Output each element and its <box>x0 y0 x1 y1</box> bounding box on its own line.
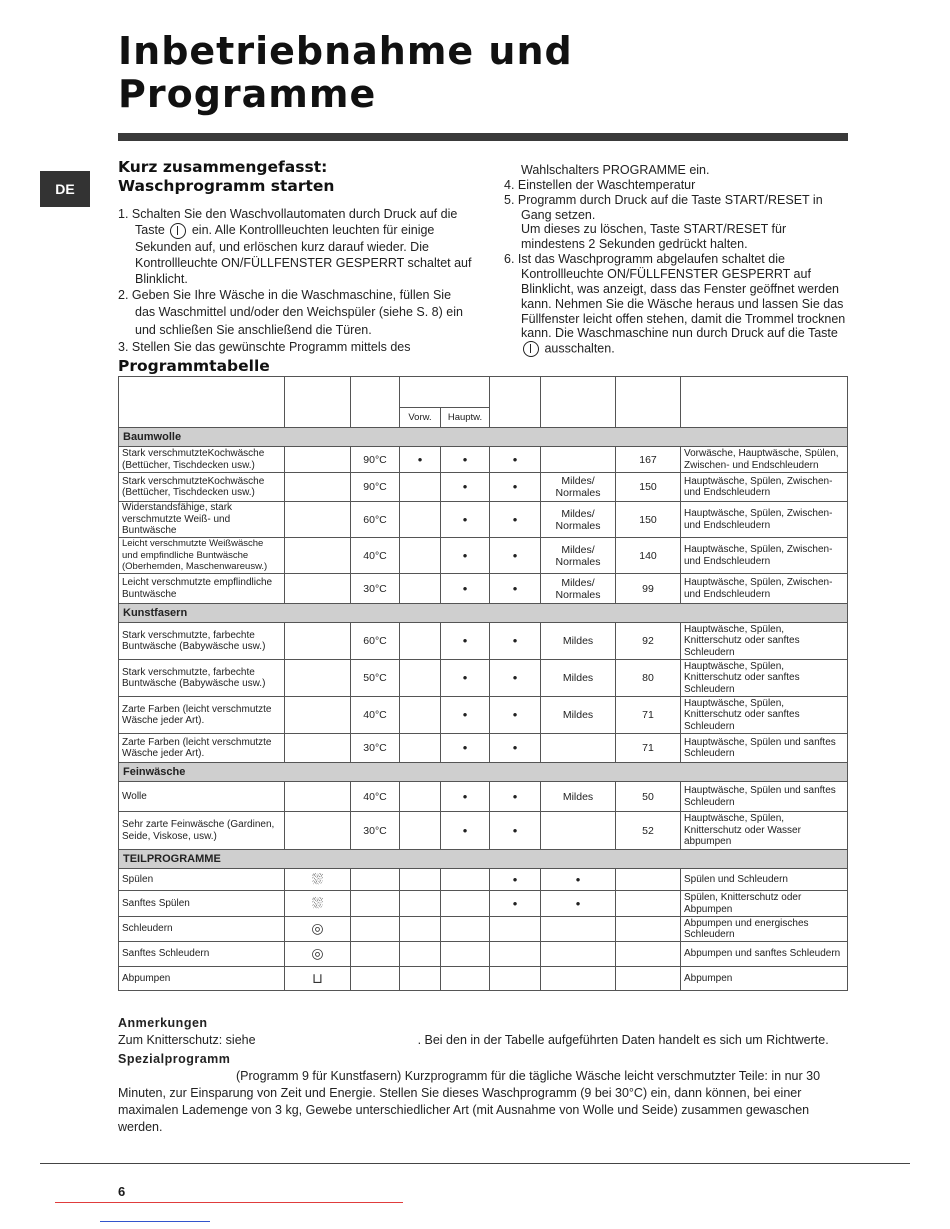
notes-text-b: . Bei den in der Tabelle aufgeführten Daten handelt es sich um Richtwerte. <box>417 1033 829 1047</box>
program-name: Leicht verschmutzte empflindliche Buntwäsche <box>119 574 285 604</box>
header-cell <box>119 377 285 428</box>
bullet: • <box>541 869 616 891</box>
header-cell <box>351 377 400 428</box>
duration: 80 <box>616 660 681 697</box>
bullet: • <box>441 697 490 734</box>
spin: Mildes/ Normales <box>541 502 616 538</box>
table-row <box>119 447 848 473</box>
special-program-body: (Programm 9 für Kunstfasern) Kurzprogramm für die tägliche Wäsche leicht verschmutzter Teile: in nur 30 Minuten, zur Einsparung von Zeit und Energie. Stellen Sie dieses Waschprogramm (9 bei 30°C) ein, dann können, bei einer maximalen Lademenge von 3 kg, Gewebe unterschiedlicher Art (mit Ausnahme von Wolle und Seide) zusammen gewaschen werden. <box>118 1069 821 1134</box>
quick-start-heading-line-2: Waschprogramm starten <box>118 177 335 195</box>
notes-section <box>118 1015 838 1136</box>
drain-icon: ⊔ <box>312 969 323 986</box>
description: Hauptwäsche, Spülen, Zwischen- und Endschleudern <box>681 502 848 538</box>
header-cell <box>285 377 351 428</box>
step-2: 2. Geben Sie Ihre Wäsche in die Waschmaschine, füllen Sie das Waschmittel und/oder den Weichspüler (siehe S. 8) ein und schließen Sie anschließend die Türen. <box>118 287 463 337</box>
power-button-icon <box>170 223 186 239</box>
page-title <box>118 30 818 116</box>
cell <box>285 782 351 812</box>
description: Vorwäsche, Hauptwäsche, Spülen, Zwischen- und Endschleudern <box>681 447 848 473</box>
temperature: 30°C <box>351 734 400 763</box>
title-divider <box>118 133 848 141</box>
temperature: 30°C <box>351 812 400 850</box>
step-1-text-b: ein. Alle Kontrollleuchten leuchten für einige Sekunden auf, und erlöschen kurz darauf wieder. Die Kontrollleuchte ON/FÜLLFENSTER GESPERRT schaltet auf Blinklicht. <box>135 223 472 286</box>
step-4: 4. Einstellen der Waschtemperatur <box>504 178 696 192</box>
temperature: 90°C <box>351 447 400 473</box>
header-cell <box>681 377 848 428</box>
bullet: • <box>441 734 490 763</box>
description: Hauptwäsche, Spülen, Zwischen- und Endschleudern <box>681 538 848 574</box>
program-name: Widerstandsfähige, stark verschmutzte Weiß- und Buntwäsche <box>119 502 285 538</box>
description: Abpumpen und energisches Schleudern <box>681 917 848 942</box>
bullet: • <box>441 782 490 812</box>
step-6-text-a: 6. Ist das Waschprogramm abgelaufen schaltet die Kontrollleuchte ON/FÜLLFENSTER GESPERRT auf Blinklicht, was anzeigt, dass das Fenster geöffnet werden kann. Nehmen Sie die Wäsche heraus und lassen Sie das Füllfenster leicht offen stehen, damit die Trommel trocknen kann. Die Waschmaschine nun durch Druck auf die Taste <box>504 252 846 341</box>
gentle-spin-icon: ◎ <box>311 945 324 961</box>
cell <box>400 502 441 538</box>
temperature: 40°C <box>351 538 400 574</box>
temperature: 40°C <box>351 782 400 812</box>
cell <box>285 538 351 574</box>
step-1 <box>118 206 473 287</box>
cell <box>616 967 681 991</box>
quick-start-heading-line-1: Kurz zusammengefasst: <box>118 158 328 176</box>
cell <box>400 623 441 660</box>
spin <box>541 447 616 473</box>
cell <box>441 917 490 942</box>
cell <box>400 734 441 763</box>
program-name: Stark verschmutzte, farbechte Buntwäsche (Babywäsche usw.) <box>119 660 285 697</box>
spin-icon: ◎ <box>311 920 324 936</box>
description: Hauptwäsche, Spülen, Knitterschutz oder sanftes Schleudern <box>681 697 848 734</box>
cell <box>285 891 351 917</box>
section-row <box>119 763 848 782</box>
cell <box>541 967 616 991</box>
cell <box>285 869 351 891</box>
header-cell <box>616 377 681 428</box>
bullet: • <box>490 782 541 812</box>
program-table <box>118 376 848 991</box>
program-name: Sanftes Schleudern <box>119 942 285 967</box>
spin: Mildes/ Normales <box>541 473 616 502</box>
program-name: Schleudern <box>119 917 285 942</box>
duration: 150 <box>616 473 681 502</box>
step-6 <box>504 252 849 357</box>
subheader-vorw: Vorw. <box>400 408 441 428</box>
description: Hauptwäsche, Spülen, Knitterschutz oder sanftes Schleudern <box>681 660 848 697</box>
cell <box>400 574 441 604</box>
table-row <box>119 697 848 734</box>
duration: 99 <box>616 574 681 604</box>
cell <box>351 869 400 891</box>
cell <box>441 891 490 917</box>
table-row <box>119 660 848 697</box>
bullet: • <box>400 447 441 473</box>
cell <box>490 967 541 991</box>
step-list-left <box>118 206 473 355</box>
spin: Mildes/ Normales <box>541 538 616 574</box>
header-cell <box>541 377 616 428</box>
header-cell <box>490 377 541 428</box>
cell <box>351 942 400 967</box>
bullet: • <box>490 623 541 660</box>
description: Spülen, Knitterschutz oder Abpumpen <box>681 891 848 917</box>
cell <box>351 917 400 942</box>
cell <box>400 942 441 967</box>
blue-underline <box>100 1221 210 1222</box>
program-name: Leicht verschmutzte Weißwäsche und empfindliche Buntwäsche (Oberhemden, Maschenwareusw.) <box>119 538 285 574</box>
section-row <box>119 850 848 869</box>
table-row <box>119 574 848 604</box>
gentle-rinse-icon: ⛆ <box>311 894 324 911</box>
temperature: 60°C <box>351 502 400 538</box>
special-program-heading: Spezialprogramm <box>118 1052 231 1066</box>
temperature: 40°C <box>351 697 400 734</box>
duration: 92 <box>616 623 681 660</box>
cell <box>400 891 441 917</box>
cell <box>400 538 441 574</box>
description: Hauptwäsche, Spülen, Zwischen- und Endschleudern <box>681 574 848 604</box>
cell <box>285 697 351 734</box>
description: Hauptwäsche, Spülen und sanftes Schleudern <box>681 734 848 763</box>
table-row <box>119 538 848 574</box>
program-name: Zarte Farben (leicht verschmutzte Wäsche jeder Art). <box>119 734 285 763</box>
duration: 140 <box>616 538 681 574</box>
table-row <box>119 869 848 891</box>
bullet: • <box>441 660 490 697</box>
notes-heading: Anmerkungen <box>118 1016 208 1030</box>
cell <box>351 967 400 991</box>
table-row <box>119 734 848 763</box>
bullet: • <box>441 623 490 660</box>
program-name: Stark verschmutzte, farbechte Buntwäsche (Babywäsche usw.) <box>119 623 285 660</box>
table-row <box>119 782 848 812</box>
spin: Mildes <box>541 660 616 697</box>
quick-start-right <box>504 163 849 357</box>
spin <box>541 734 616 763</box>
bullet: • <box>441 447 490 473</box>
power-button-icon <box>523 341 539 357</box>
cell <box>285 917 351 942</box>
spin: Mildes <box>541 697 616 734</box>
bullet: • <box>490 812 541 850</box>
bullet: • <box>490 734 541 763</box>
section-teilprogramme: TEILPROGRAMME <box>119 850 848 869</box>
cell <box>441 967 490 991</box>
cell <box>400 697 441 734</box>
duration: 71 <box>616 734 681 763</box>
bullet: • <box>490 660 541 697</box>
cell <box>285 660 351 697</box>
cell <box>285 574 351 604</box>
special-program-text <box>118 1068 838 1136</box>
step-list-right <box>504 178 849 222</box>
cell <box>541 917 616 942</box>
duration: 150 <box>616 502 681 538</box>
description: Hauptwäsche, Spülen, Zwischen- und Endschleudern <box>681 473 848 502</box>
cell <box>285 447 351 473</box>
program-table-title: Programmtabelle <box>118 357 270 375</box>
language-tab: DE <box>40 171 90 207</box>
header-cell <box>400 377 490 408</box>
duration: 50 <box>616 782 681 812</box>
quick-start-heading <box>118 158 473 196</box>
bullet: • <box>441 502 490 538</box>
program-name: Zarte Farben (leicht verschmutzte Wäsche jeder Art). <box>119 697 285 734</box>
spin: Mildes/ Normales <box>541 574 616 604</box>
cell <box>616 942 681 967</box>
bullet: • <box>490 891 541 917</box>
bullet: • <box>541 891 616 917</box>
cell <box>441 869 490 891</box>
cell <box>616 891 681 917</box>
table-row <box>119 812 848 850</box>
section-baumwolle: Baumwolle <box>119 428 848 447</box>
cell <box>400 660 441 697</box>
quick-start-left <box>118 158 473 355</box>
cell <box>285 623 351 660</box>
bullet: • <box>441 538 490 574</box>
step-5: 5. Programm durch Druck auf die Taste START/RESET in Gang setzen. <box>504 192 823 222</box>
description: Hauptwäsche, Spülen, Knitterschutz oder sanftes Schleudern <box>681 623 848 660</box>
cell <box>285 942 351 967</box>
bullet: • <box>490 697 541 734</box>
spin: Mildes <box>541 782 616 812</box>
description: Abpumpen <box>681 967 848 991</box>
spin: Mildes <box>541 623 616 660</box>
cell <box>616 917 681 942</box>
section-row <box>119 428 848 447</box>
rinse-icon: ⛆ <box>311 870 324 887</box>
section-kunstfasern: Kunstfasern <box>119 604 848 623</box>
bullet: • <box>490 869 541 891</box>
step-1-text-a: 1. Schalten Sie den Waschvollautomaten durch Druck auf die Taste <box>118 207 458 237</box>
title-line-1: Inbetriebnahme und <box>118 29 573 73</box>
table-row <box>119 473 848 502</box>
bullet: • <box>441 812 490 850</box>
step-6-text-b: ausschalten. <box>544 341 615 356</box>
bullet: • <box>490 538 541 574</box>
description: Hauptwäsche, Spülen und sanftes Schleudern <box>681 782 848 812</box>
table-row <box>119 942 848 967</box>
notes-text-a: Zum Knitterschutz: siehe <box>118 1033 256 1047</box>
bullet: • <box>441 574 490 604</box>
bullet: • <box>490 502 541 538</box>
description: Hauptwäsche, Spülen, Knitterschutz oder Wasser abpumpen <box>681 812 848 850</box>
program-name: Wolle <box>119 782 285 812</box>
bullet: • <box>490 447 541 473</box>
title-line-2: Programme <box>118 72 377 116</box>
cell <box>400 812 441 850</box>
program-name: Spülen <box>119 869 285 891</box>
table-row <box>119 502 848 538</box>
temperature: 90°C <box>351 473 400 502</box>
cell <box>285 967 351 991</box>
program-name: Stark verschmutzteKochwäsche (Bettücher, Tischdecken usw.) <box>119 447 285 473</box>
bullet: • <box>441 473 490 502</box>
cell <box>541 942 616 967</box>
cell <box>400 917 441 942</box>
table-row <box>119 917 848 942</box>
cell <box>616 869 681 891</box>
cell <box>400 782 441 812</box>
cell <box>285 473 351 502</box>
table-header-row <box>119 377 848 408</box>
temperature: 50°C <box>351 660 400 697</box>
temperature: 60°C <box>351 623 400 660</box>
cell <box>285 734 351 763</box>
step-3-continued: Wahlschalters PROGRAMME ein. <box>521 163 710 177</box>
table-row <box>119 623 848 660</box>
cell <box>285 502 351 538</box>
cell <box>400 869 441 891</box>
description: Spülen und Schleudern <box>681 869 848 891</box>
cell <box>285 812 351 850</box>
cell <box>490 917 541 942</box>
page-number: 6 <box>118 1184 126 1199</box>
red-underline <box>55 1202 403 1203</box>
duration: 52 <box>616 812 681 850</box>
subheader-hauptw: Hauptw. <box>441 408 490 428</box>
cell <box>400 473 441 502</box>
duration: 71 <box>616 697 681 734</box>
step-list-right-2 <box>504 252 849 357</box>
program-name: Stark verschmutzteKochwäsche (Bettücher, Tischdecken usw.) <box>119 473 285 502</box>
table-row <box>119 891 848 917</box>
program-name: Abpumpen <box>119 967 285 991</box>
notes-text <box>118 1032 838 1049</box>
table-row <box>119 967 848 991</box>
step-3: 3. Stellen Sie das gewünschte Programm mittels des <box>118 340 411 355</box>
bullet: • <box>490 473 541 502</box>
cell <box>490 942 541 967</box>
program-name: Sehr zarte Feinwäsche (Gardinen, Seide, Viskose, usw.) <box>119 812 285 850</box>
cell <box>351 891 400 917</box>
duration: 167 <box>616 447 681 473</box>
section-row <box>119 604 848 623</box>
description: Abpumpen und sanftes Schleudern <box>681 942 848 967</box>
section-feinwaesche: Feinwäsche <box>119 763 848 782</box>
program-name: Sanftes Spülen <box>119 891 285 917</box>
spin <box>541 812 616 850</box>
cell <box>400 967 441 991</box>
cell <box>441 942 490 967</box>
footer-divider <box>40 1163 910 1164</box>
step-5-continued: Um dieses zu löschen, Taste START/RESET für mindestens 2 Sekunden gedrückt halten. <box>521 222 787 252</box>
temperature: 30°C <box>351 574 400 604</box>
bullet: • <box>490 574 541 604</box>
